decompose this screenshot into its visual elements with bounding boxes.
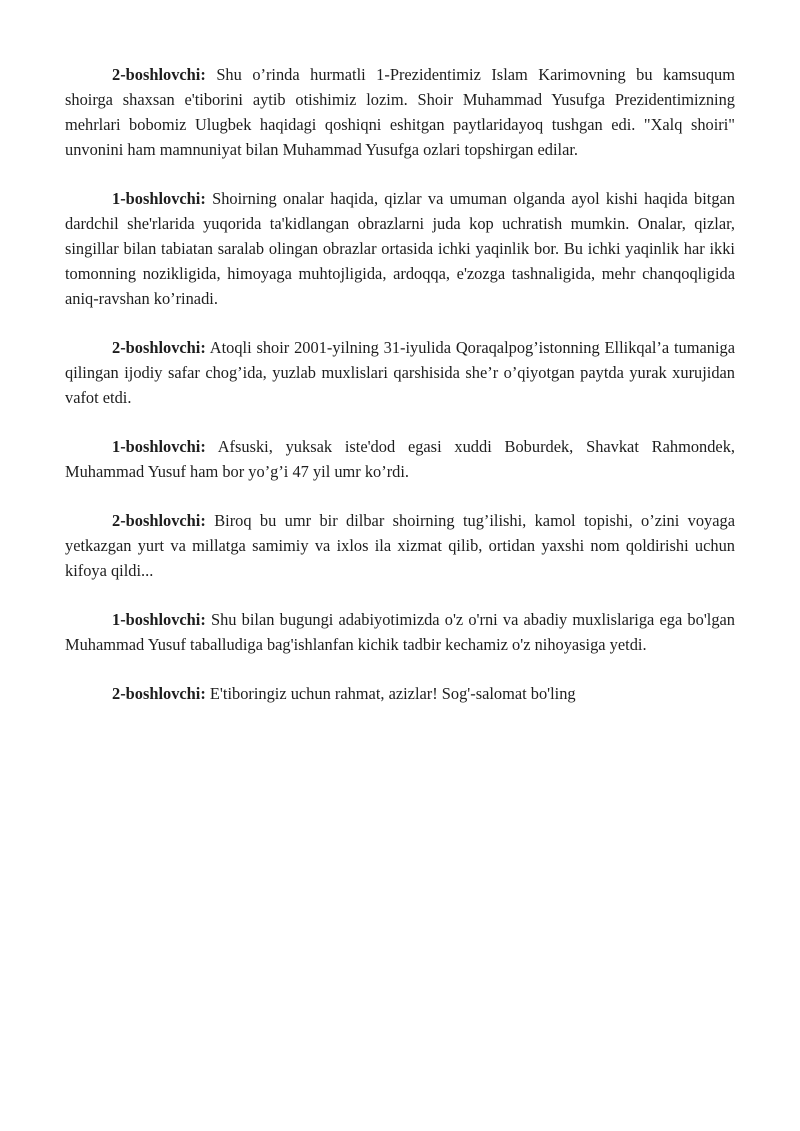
speaker-label: 1-boshlovchi: <box>112 610 206 629</box>
speaker-label: 1-boshlovchi: <box>112 189 206 208</box>
paragraph-text: Shu bilan bugungi adabiyotimizda o'z o'rni va abadiy muxlislariga ega bo'lgan Muhammad Yusuf taballudiga bag'ishlanfan kichik tadbir kechamiz o'z nihoyasiga yetdi. <box>65 610 735 654</box>
paragraph <box>65 681 735 706</box>
paragraph <box>65 186 735 311</box>
paragraph-text: Biroq bu umr bir dilbar shoirning tug’ilishi, kamol topishi, o’zini voyaga yetkazgan yurt va millatga samimiy va ixlos ila xizmat qilib, ortidan yaxshi nom qoldirishi uchun kifoya qildi... <box>65 511 735 580</box>
document-page <box>65 62 735 730</box>
paragraph <box>65 434 735 484</box>
speaker-label: 1-boshlovchi: <box>112 437 206 456</box>
paragraph <box>65 607 735 657</box>
speaker-label: 2-boshlovchi: <box>112 684 206 703</box>
speaker-label: 2-boshlovchi: <box>112 511 206 530</box>
paragraph-text: E'tiboringiz uchun rahmat, azizlar! Sog'-salomat bo'ling <box>209 684 576 703</box>
speaker-label: 2-boshlovchi: <box>112 338 206 357</box>
paragraph-text: Shoirning onalar haqida, qizlar va umuman olganda ayol kishi haqida bitgan dardchil she'rlarida yuqorida ta'kidlangan obrazlarni juda kop uchratish mumkin. Onalar, qizlar, singillar bilan tabiatan saralab olingan obrazlar ortasida ichki yaqinlik bor. Bu ichki yaqinlik har ikki tomonning nozikligida, himoyaga muhtojligida, ardoqqa, e'zozga tashnaligida, mehr chanqoqligida aniq-ravshan ko’rinadi. <box>65 189 735 308</box>
paragraph <box>65 335 735 410</box>
paragraph-text: Atoqli shoir 2001-yilning 31-iyulida Qoraqalpog’istonning Ellikqal’a tumaniga qilingan ijodiy safar chog’ida, yuzlab muxlislari qarshisida she’r o’qiyotgan paytda yurak xurujidan vafot etdi. <box>65 338 735 407</box>
paragraph-text: Shu o’rinda hurmatli 1-Prezidentimiz Islam Karimovning bu kamsuqum shoirga shaxsan e'tiborini aytib otishimiz lozim. Shoir Muhammad Yusufga Prezidentimizning mehrlari bobomiz Ulugbek haqidagi qoshiqni eshitgan paytlaridayoq tushgan edi. "Xalq shoiri" unvonini ham mamnuniyat bilan Muhammad Yusufga ozlari topshirgan edilar. <box>65 65 735 159</box>
paragraph-text: Afsuski, yuksak iste'dod egasi xuddi Boburdek, Shavkat Rahmondek, Muhammad Yusuf ham bor yo’g’i 47 yil umr ko’rdi. <box>65 437 735 481</box>
paragraph <box>65 62 735 162</box>
paragraph <box>65 508 735 583</box>
speaker-label: 2-boshlovchi: <box>112 65 206 84</box>
